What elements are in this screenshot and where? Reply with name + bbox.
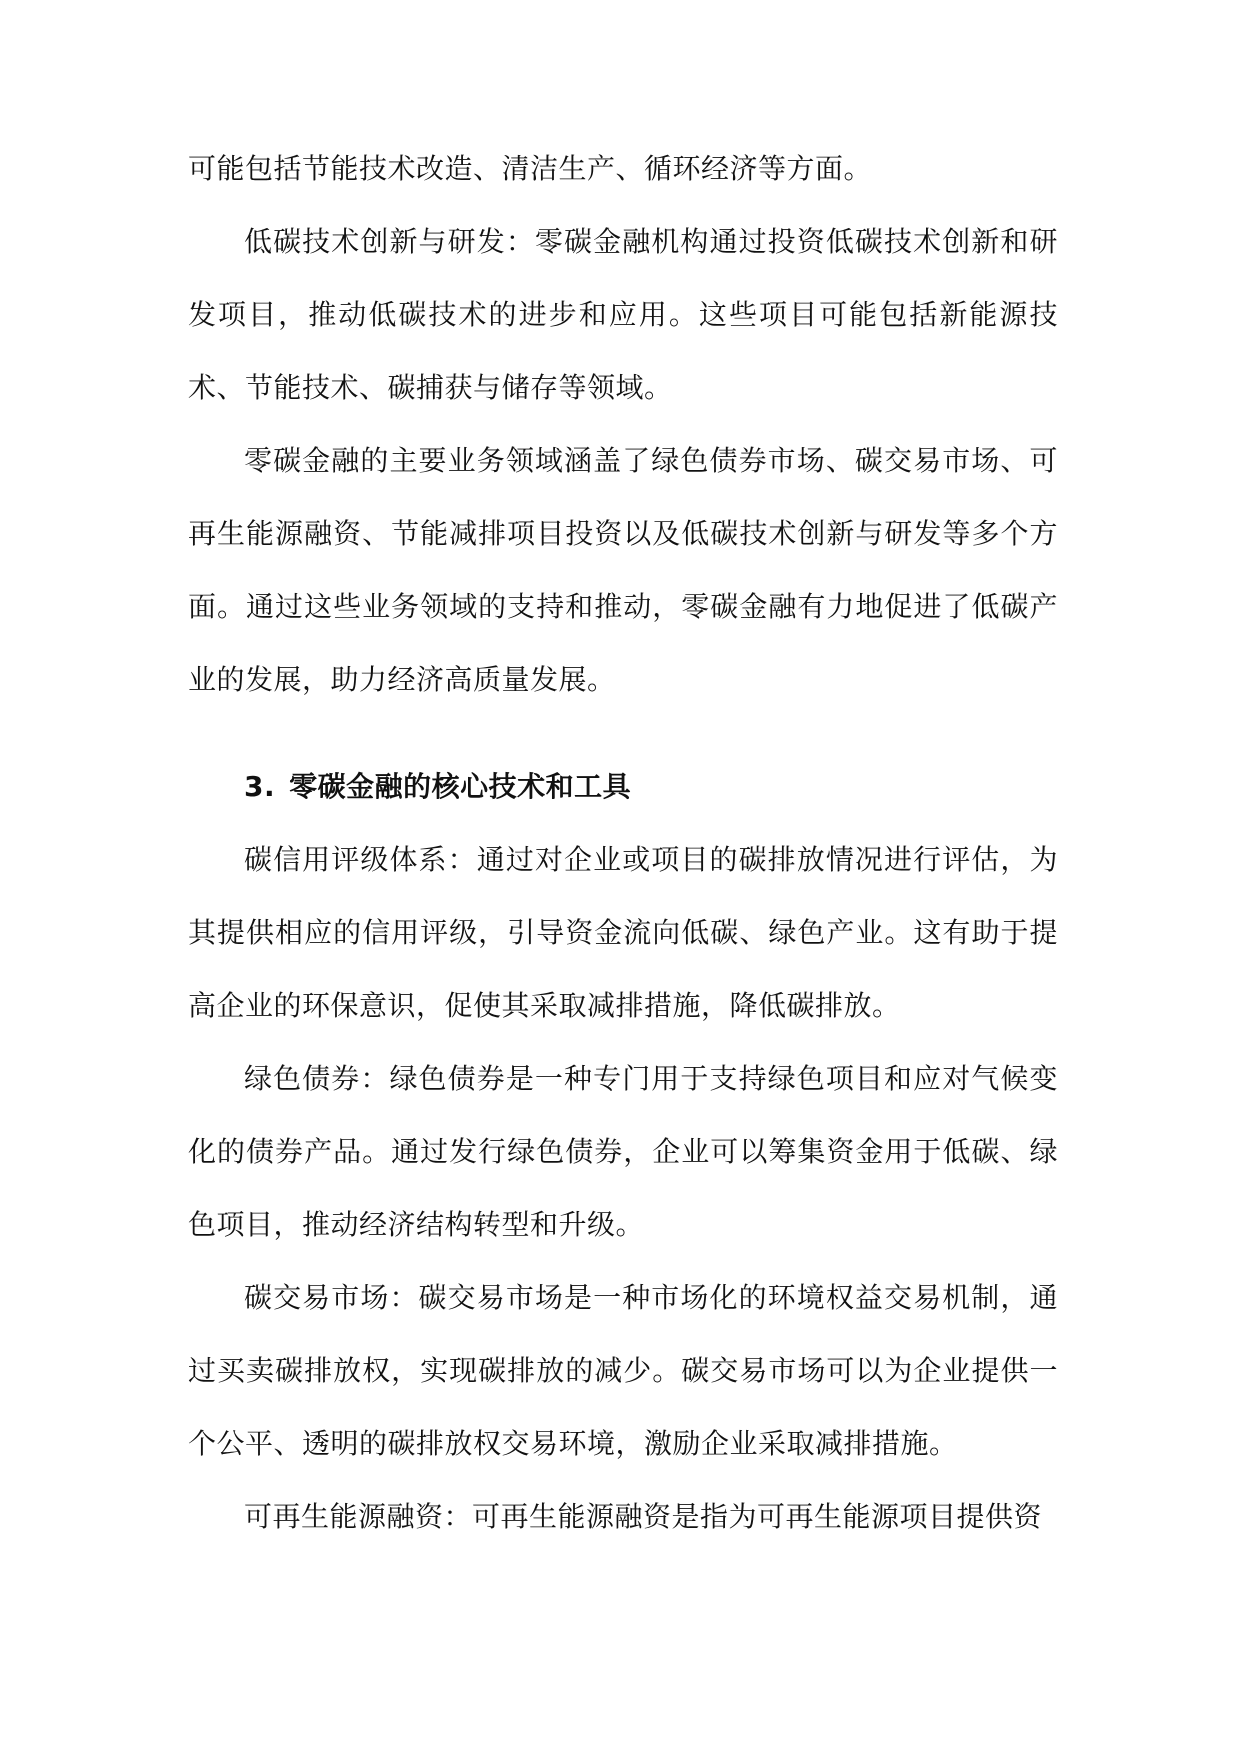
section-number: 3. — [244, 770, 276, 803]
paragraph-low-carbon-rd: 低碳技术创新与研发：零碳金融机构通过投资低碳技术创新和研发项目，推动低碳技术的进步和应用。这些项目可能包括新能源技术、节能技术、碳捕获与储存等领域。 — [188, 225, 1058, 404]
section-heading — [188, 750, 1058, 823]
paragraph-renewable-financing: 可再生能源融资：可再生能源融资是指为可再生能源项目提供资 — [244, 1500, 1043, 1533]
paragraph-continuation: 可能包括节能技术改造、清洁生产、循环经济等方面。 — [188, 152, 873, 185]
document-page — [188, 132, 1058, 1553]
paragraph-carbon-trading: 碳交易市场：碳交易市场是一种市场化的环境权益交易机制，通过买卖碳排放权，实现碳排放的减少。碳交易市场可以为企业提供一个公平、透明的碳排放权交易环境，激励企业采取减排措施。 — [188, 1281, 1058, 1460]
paragraph-green-bonds: 绿色债券：绿色债券是一种专门用于支持绿色项目和应对气候变化的债券产品。通过发行绿色债券，企业可以筹集资金用于低碳、绿色项目，推动经济结构转型和升级。 — [188, 1062, 1058, 1241]
paragraph-carbon-credit-rating: 碳信用评级体系：通过对企业或项目的碳排放情况进行评估，为其提供相应的信用评级，引导资金流向低碳、绿色产业。这有助于提高企业的环保意识，促使其采取减排措施，降低碳排放。 — [188, 843, 1058, 1022]
paragraph-business-summary: 零碳金融的主要业务领域涵盖了绿色债券市场、碳交易市场、可再生能源融资、节能减排项目投资以及低碳技术创新与研发等多个方面。通过这些业务领域的支持和推动，零碳金融有力地促进了低碳产业的发展，助力经济高质量发展。 — [188, 444, 1058, 696]
section-title: 零碳金融的核心技术和工具 — [289, 770, 632, 803]
